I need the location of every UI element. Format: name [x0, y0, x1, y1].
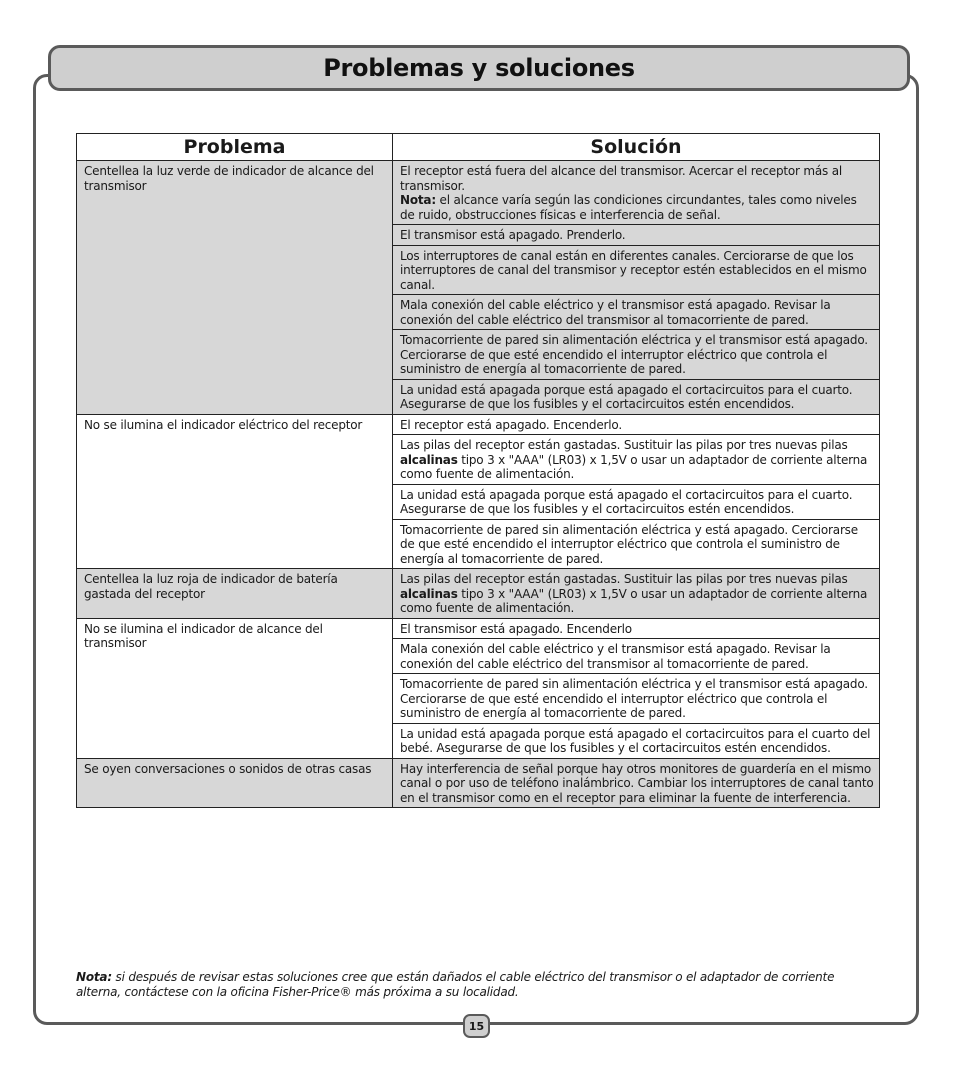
- solution-cell: [393, 723, 880, 758]
- solution-cell: [393, 379, 880, 414]
- solution-text: La unidad está apagada porque está apagado el cortacircuitos para el cuarto del bebé. Asegurarse de que los fusibles y el cortacircuitos estén encendidos.: [400, 726, 871, 755]
- problem-cell: Se oyen conversaciones o sonidos de otras casas: [77, 758, 393, 808]
- problem-cell: Centellea la luz verde de indicador de alcance del transmisor: [77, 161, 393, 415]
- solution-text: La unidad está apagada porque está apagado el cortacircuitos para el cuarto. Asegurarse de que los fusibles y el cortacircuitos estén encendidos.: [400, 487, 853, 516]
- page-title: Problemas y soluciones: [323, 54, 635, 82]
- solution-cell: [393, 618, 880, 639]
- solution-cell: [393, 674, 880, 724]
- table-row: [77, 161, 880, 225]
- solution-text: Hay interferencia de señal porque hay otros monitores de guardería en el mismo canal o por uso de teléfono inalámbrico. Cambiar los interruptores de canal tanto en el transmisor como en el receptor para eliminar la fuente de interferencia.: [400, 761, 874, 805]
- table-header-row: [77, 134, 880, 161]
- header-problem: Problema: [77, 134, 393, 161]
- solution-text: El receptor está fuera del alcance del transmisor. Acercar el receptor más al transmisor.: [400, 164, 842, 193]
- solution-text: tipo 3 x "AAA" (LR03) x 1,5V o usar un adaptador de corriente alterna como fuente de alimentación.: [400, 452, 868, 481]
- solution-cell: [393, 519, 880, 569]
- solution-cell: [393, 245, 880, 295]
- solution-text: Mala conexión del cable eléctrico y el transmisor está apagado. Revisar la conexión del cable eléctrico del transmisor al tomacorriente de pared.: [400, 642, 831, 671]
- solution-cell: [393, 414, 880, 435]
- troubleshooting-table: [76, 133, 880, 808]
- solution-emphasis: alcalinas: [400, 586, 458, 601]
- solution-cell: [393, 330, 880, 380]
- footer-note-label: Nota:: [76, 970, 112, 984]
- problem-cell: Centellea la luz roja de indicador de batería gastada del receptor: [77, 569, 393, 619]
- page-number: 15: [463, 1014, 490, 1038]
- table-row: [77, 414, 880, 435]
- solution-cell: [393, 295, 880, 330]
- solution-cell: [393, 484, 880, 519]
- footer-note-text: si después de revisar estas soluciones cree que están dañados el cable eléctrico del transmisor o el adaptador de corriente alterna, contáctese con la oficina Fisher-Price® más próxima a su localidad.: [76, 970, 835, 999]
- problem-cell: No se ilumina el indicador de alcance del transmisor: [77, 618, 393, 758]
- solution-text: Los interruptores de canal están en diferentes canales. Cerciorarse de que los interruptores de canal del transmisor y receptor estén establecidos en el mismo canal.: [400, 248, 867, 292]
- solution-text: La unidad está apagada porque está apagado el cortacircuitos para el cuarto. Asegurarse de que los fusibles y el cortacircuitos estén encendidos.: [400, 382, 853, 411]
- solution-cell: [393, 639, 880, 674]
- solution-text: El transmisor está apagado. Prenderlo.: [400, 228, 626, 242]
- solution-cell: [393, 435, 880, 485]
- solution-cell: [393, 758, 880, 808]
- solution-text: tipo 3 x "AAA" (LR03) x 1,5V o usar un adaptador de corriente alterna como fuente de alimentación.: [400, 586, 868, 615]
- solution-text: Las pilas del receptor están gastadas. Sustituir las pilas por tres nuevas pilas: [400, 572, 848, 586]
- solution-text: Tomacorriente de pared sin alimentación eléctrica y el transmisor está apagado. Cerciorarse de que esté encendido el interruptor eléctrico que controla el suministro de energía al tomacorriente de pared.: [400, 333, 868, 376]
- solution-text: Tomacorriente de pared sin alimentación eléctrica y está apagado. Cerciorarse de que esté encendido el interruptor eléctrico que controla el suministro de energía al tomacorriente de pared.: [400, 522, 858, 566]
- table-row: [77, 618, 880, 639]
- solution-cell: [393, 161, 880, 225]
- solution-text: El transmisor está apagado. Encenderlo: [400, 621, 632, 636]
- solution-note-text: el alcance varía según las condiciones circundantes, tales como niveles de ruido, obstrucciones físicas e interferencia de señal.: [400, 193, 857, 222]
- solution-note-label: Nota:: [400, 193, 436, 207]
- problem-cell: No se ilumina el indicador eléctrico del receptor: [77, 414, 393, 569]
- solution-text: Tomacorriente de pared sin alimentación eléctrica y el transmisor está apagado. Cerciorarse de que esté encendido el interruptor eléctrico que controla el suministro de energía al tomacorriente de pared.: [400, 677, 868, 720]
- solution-cell: [393, 225, 880, 246]
- table-row: [77, 569, 880, 619]
- solution-cell: [393, 569, 880, 619]
- header-solution: Solución: [393, 134, 880, 161]
- footer-note: [76, 970, 879, 1000]
- solution-text: El receptor está apagado. Encenderlo.: [400, 417, 622, 432]
- solution-text: Las pilas del receptor están gastadas. Sustituir las pilas por tres nuevas pilas: [400, 438, 848, 452]
- table-body: [77, 161, 880, 808]
- solution-emphasis: alcalinas: [400, 452, 458, 467]
- solution-text: Mala conexión del cable eléctrico y el transmisor está apagado. Revisar la conexión del cable eléctrico del transmisor al tomacorriente de pared.: [400, 298, 831, 327]
- title-bar: [48, 45, 910, 91]
- table-row: [77, 758, 880, 808]
